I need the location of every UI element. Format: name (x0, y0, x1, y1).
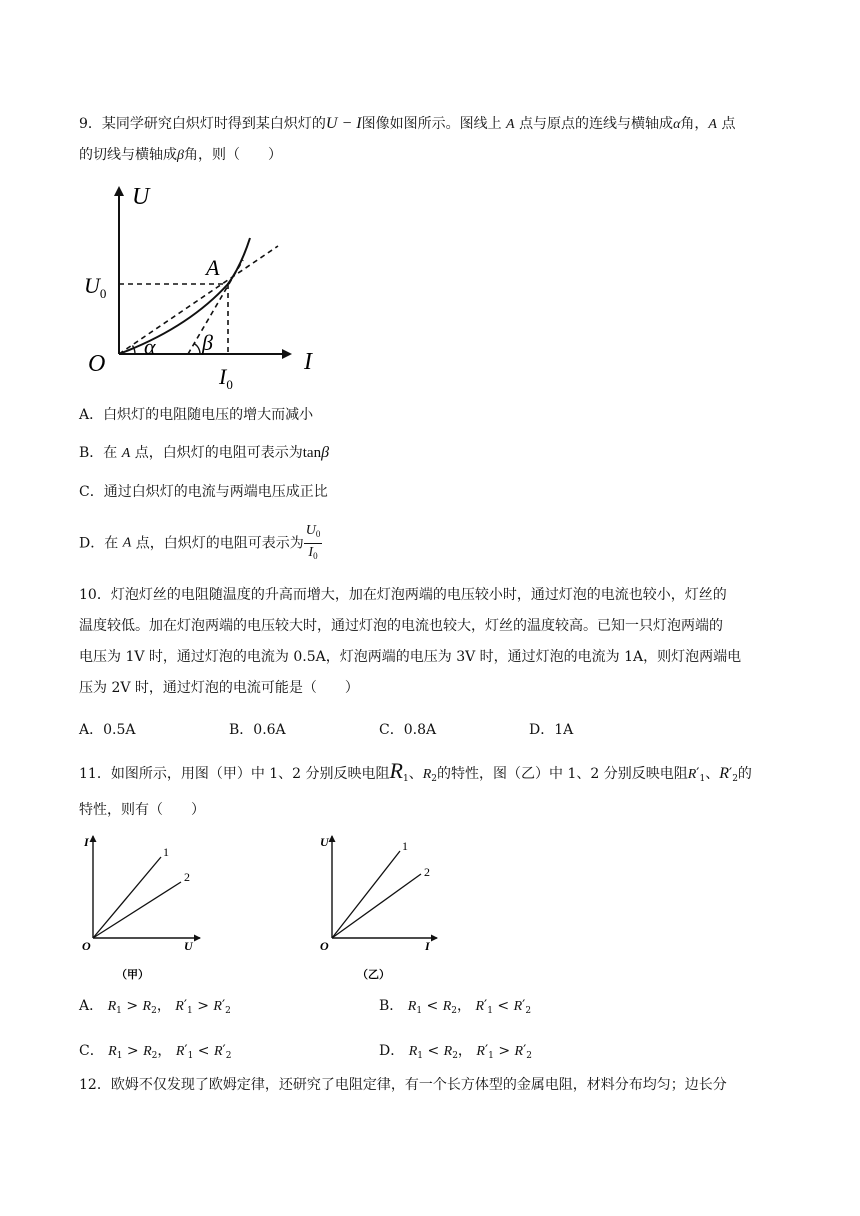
jia-line-2 (93, 882, 181, 938)
jia-caption: （甲） (116, 968, 149, 981)
q9-option-b: B．在 A 点，白炽灯的电阻可表示为tanβ (79, 444, 330, 461)
yi-line-1 (332, 851, 400, 938)
q11-figure-yi (317, 826, 447, 986)
yi-x-label: I (425, 939, 430, 953)
q9-option-c: C．通过白炽灯的电流与两端电压成正比 (79, 484, 328, 500)
jia-origin-label: O (82, 939, 91, 953)
q9-beta-label: β (202, 330, 213, 355)
q12-stem: 12．欧姆不仅发现了欧姆定律，还研究了电阻定律，有一个长方体型的金属电阻，材料分布均匀；边长分 (79, 1077, 727, 1093)
yi-line-2 (332, 874, 421, 938)
q9-curve (119, 238, 250, 354)
jia-y-label: I (84, 835, 89, 849)
q9-ui-graph (78, 178, 328, 394)
q9-option-d: D．在 A 点，白炽灯的电阻可表示为 $\frac{U_0}{I_0}$ (79, 522, 322, 564)
jia-line-2-label: 2 (184, 870, 190, 884)
q9-alpha-label: α (144, 334, 156, 359)
q11-option-d: D． $R_1 < R_2$， $R'_1 > R'_2$ (379, 1043, 532, 1061)
q11-option-b: B． $R_1 < R_2$， $R'_1 < R'_2$ (379, 998, 532, 1016)
q9-axis-u-label: U (132, 184, 150, 210)
q10-option-b: B．0.6A (229, 722, 286, 738)
q9-stem: 9．某同学研究白炽灯时得到某白炽灯的U − I图像如图所示。图线上 A 点与原点的连线与横轴成α角，A 点 的切线与横轴成β角，则（ ） (79, 115, 736, 163)
q9-i0-label: $I_0$ (219, 364, 233, 392)
q9-origin-label: O (88, 351, 106, 377)
q9-secant-line (119, 246, 278, 354)
q9-option-a: A．白炽灯的电阻随电压的增大而减小 (79, 407, 314, 423)
yi-line-1-label: 1 (402, 839, 408, 853)
q9-beta-arc (194, 344, 200, 355)
q11-figure-jia (80, 826, 210, 986)
q10-option-a: A．0.5A (79, 722, 136, 738)
q11-option-c: C． $R_1 > R_2$， $R'_1 < R'_2$ (79, 1043, 232, 1061)
jia-line-1 (93, 857, 161, 938)
q9-expression: U − I (325, 115, 362, 132)
q9-u0-label: $U_0$ (84, 273, 107, 301)
q9-axis-i-label: I (304, 349, 312, 375)
jia-x-label: U (184, 939, 193, 953)
yi-y-label: U (320, 835, 329, 849)
q9-point-a-label: A (206, 255, 220, 280)
q10-option-d: D．1A (529, 722, 574, 738)
q10-option-c: C．0.8A (379, 722, 437, 738)
q10-stem: 10．灯泡灯丝的电阻随温度的升高而增大，加在灯泡两端的电压较小时，通过灯泡的电流也较小，灯丝的 温度较低。加在灯泡两端的电压较大时，通过灯泡的电流也较大，灯丝的温度较高。已知一只灯泡两端的 电压为 1V 时，通过灯泡的电流为 0.5A，灯泡两端的电压为 3V 时，通过灯泡的电流为 1A，则灯泡两端电 压为 2V 时，通过灯泡的电流可能是（ ） (79, 587, 742, 696)
yi-line-2-label: 2 (424, 865, 430, 879)
jia-line-1-label: 1 (163, 845, 169, 859)
q11-option-a: A． $R_1 > R_2$， $R'_1 > R'_2$ (79, 998, 231, 1016)
yi-caption: （乙） (357, 968, 390, 981)
q9-fraction-u0-i0: $\frac{U_0}{I_0}$ (305, 523, 321, 561)
q11-stem: 11．如图所示，用图（甲）中 1、2 分别反映电阻$R_1$、$R_2$的特性，图（乙）中 1、2 分别反映电阻$R'_1$、$R'_2$的 特性，则有（ ） (79, 758, 752, 818)
yi-origin-label: O (320, 939, 329, 953)
